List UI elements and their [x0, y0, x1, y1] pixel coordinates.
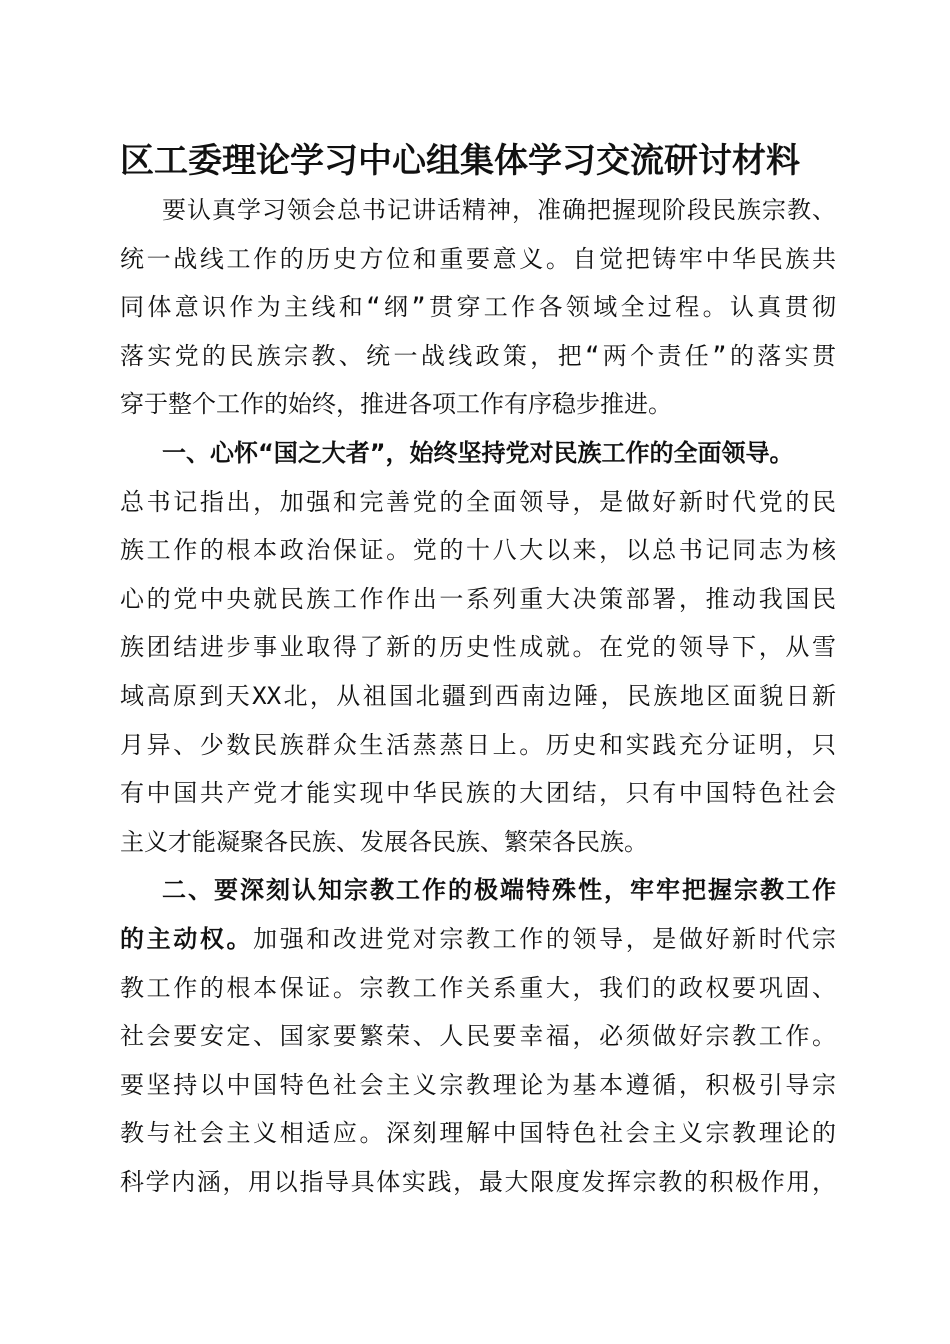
section1-line: 月异、少数民族群众生活蒸蒸日上。历史和实践充分证明，只	[120, 730, 836, 759]
document-title: 区工委理论学习中心组集体学习交流研讨材料	[120, 141, 800, 181]
section1-line: 总书记指出，加强和完善党的全面领导，是做好新时代党的民	[120, 487, 836, 516]
intro-line: 穿于整个工作的始终，推进各项工作有序稳步推进。	[120, 390, 672, 419]
section2-line: 教工作的根本保证。宗教工作关系重大，我们的政权要巩固、	[120, 973, 836, 1002]
section2-line: 教与社会主义相适应。深刻理解中国特色社会主义宗教理论的	[120, 1119, 836, 1148]
section1-heading: 一、心怀“国之大者”，始终坚持党对民族工作的全面领导。	[162, 438, 794, 467]
section2-line-text: 加强和改进党对宗教工作的领导，是做好新时代宗	[253, 924, 836, 953]
section2-line: 社会要安定、国家要繁荣、人民要幸福，必须做好宗教工作。	[120, 1022, 836, 1051]
section2-line: 要坚持以中国特色社会主义宗教理论为基本遵循，积极引导宗	[120, 1070, 836, 1099]
section1-line: 有中国共产党才能实现中华民族的大团结，只有中国特色社会	[120, 779, 836, 808]
section2-heading-tail: 的主动权。	[120, 924, 254, 953]
section1-line: 族工作的根本政治保证。党的十八大以来，以总书记同志为核	[120, 536, 836, 565]
intro-line: 落实党的民族宗教、统一战线政策，把“两个责任”的落实贯	[120, 341, 836, 370]
intro-line: 要认真学习领会总书记讲话精神，准确把握现阶段民族宗教、	[162, 196, 836, 224]
section2-first-line	[120, 915, 836, 964]
section1-line: 主义才能凝聚各民族、发展各民族、繁荣各民族。	[120, 827, 648, 856]
section2-line: 科学内涵，用以指导具体实践，最大限度发挥宗教的积极作用，	[120, 1167, 836, 1196]
section2-heading: 二、要深刻认知宗教工作的极端特殊性，牢牢把握宗教工作	[162, 876, 836, 905]
intro-line: 同体意识作为主线和“纲”贯穿工作各领域全过程。认真贯彻	[120, 293, 836, 322]
section1-line: 族团结进步事业取得了新的历史性成就。在党的领导下，从雪	[120, 633, 836, 662]
section1-line: 域高原到天XX北，从祖国北疆到西南边陲，民族地区面貌日新	[120, 681, 836, 710]
intro-line: 统一战线工作的历史方位和重要意义。自觉把铸牢中华民族共	[120, 244, 836, 273]
document-body	[120, 186, 836, 1206]
section1-line: 心的党中央就民族工作作出一系列重大决策部署，推动我国民	[120, 584, 836, 613]
